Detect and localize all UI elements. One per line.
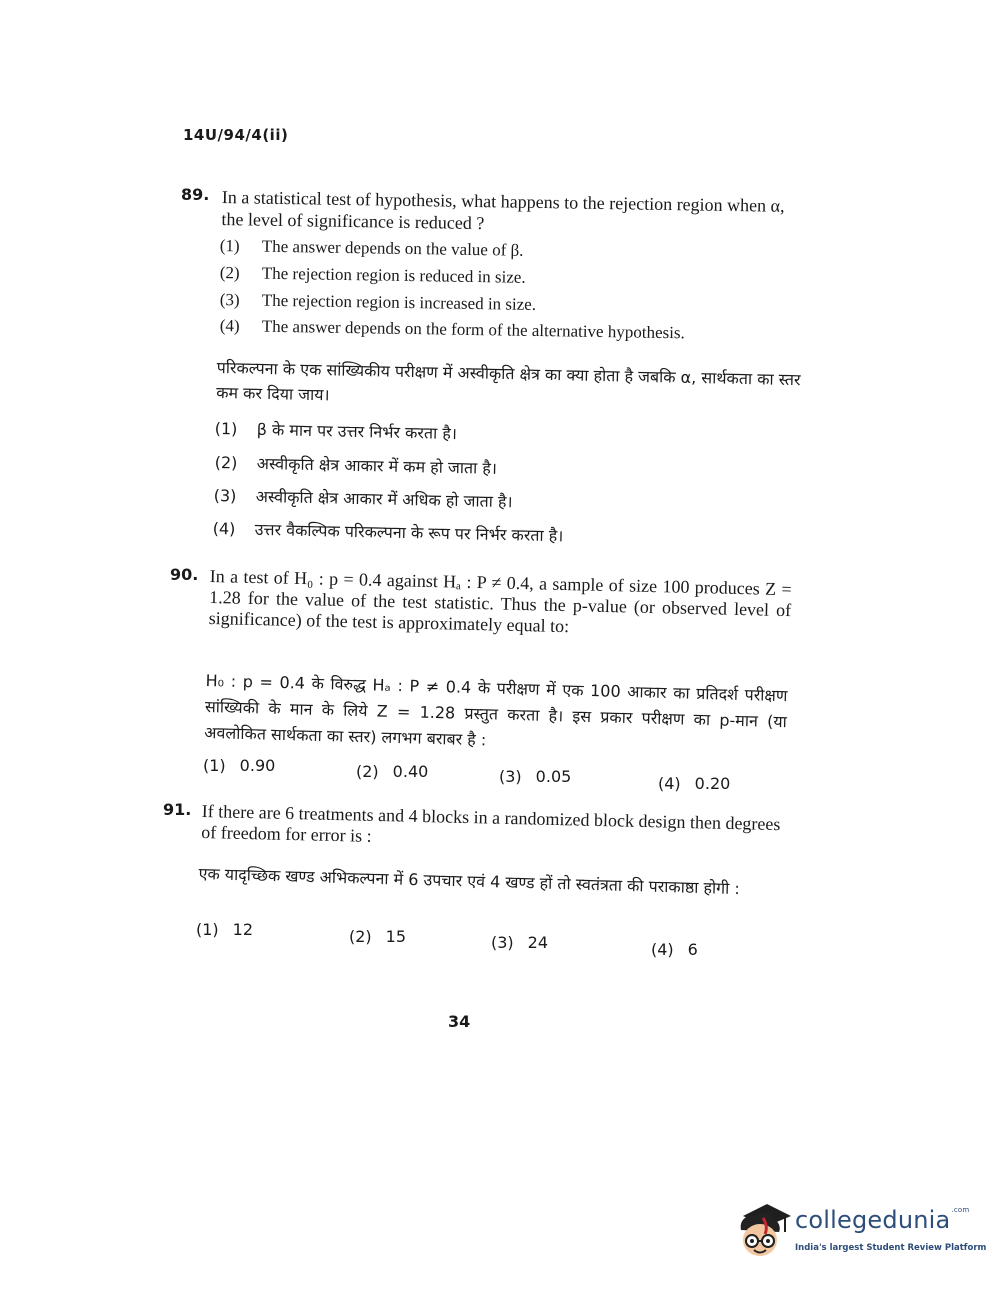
choice: [196, 920, 253, 939]
page-number: 34: [448, 1012, 471, 1031]
option-number: (4): [651, 940, 674, 959]
option-text: The rejection region is increased in size.: [261, 290, 537, 314]
option-number: (1): [203, 756, 226, 775]
option-number: (2): [214, 452, 238, 473]
option-number: (2): [349, 927, 372, 946]
option-text: 0.20: [694, 774, 731, 793]
option-text: 0.90: [239, 756, 276, 775]
brand-wordmark: collegedunia: [795, 1206, 951, 1234]
option-number: (4): [212, 518, 236, 539]
option-number: (2): [219, 263, 240, 283]
choice: [651, 940, 698, 959]
option-text: β के मान पर उत्तर निर्भर करता है।: [256, 419, 458, 444]
option-number: (1): [219, 236, 240, 256]
brand-name: [795, 1206, 969, 1234]
option-number: (2): [356, 762, 379, 781]
option-hi: [215, 417, 458, 444]
option-text: 6: [687, 940, 698, 959]
choice: [356, 762, 428, 781]
question-text-en: In a statistical test of hypothesis, what happens to the rejection region when α, the level of significance is reduced ?: [221, 186, 785, 234]
brand-tagline: India's largest Student Review Platform: [795, 1243, 987, 1253]
option-number: (3): [491, 933, 514, 952]
question-number: 90.: [170, 565, 199, 584]
option-text: अस्वीकृति क्षेत्र आकार में कम हो जाता है।: [256, 453, 498, 478]
option-en: [220, 316, 685, 343]
option-hi: [213, 517, 564, 546]
option-number: (4): [219, 316, 240, 336]
option-number: (1): [214, 418, 238, 439]
question-number: 91.: [163, 800, 192, 819]
question-number: 89.: [181, 185, 210, 204]
option-number: (1): [196, 920, 219, 939]
question-text-en: If there are 6 treatments and 4 blocks in a randomized block design then degrees of freedom for error is :: [201, 801, 781, 846]
option-en: [220, 290, 537, 315]
option-text: The answer depends on the form of the alternative hypothesis.: [261, 316, 685, 343]
option-number: (3): [219, 290, 240, 310]
option-text: 15: [385, 927, 407, 946]
option-text: The rejection region is reduced in size.: [261, 263, 526, 287]
option-text: The answer depends on the value of β.: [261, 236, 524, 260]
question-text-hi: एक यादृच्छिक खण्ड अभिकल्पना में 6 उपचार एवं 4 खण्ड हों तो स्वतंत्रता की पराकाष्ठा होगी :: [198, 863, 741, 899]
choice: [491, 933, 548, 952]
student-mascot-icon: [733, 1196, 793, 1268]
option-hi: [214, 484, 513, 512]
option-number: (4): [658, 774, 681, 793]
option-text: 24: [527, 933, 549, 952]
question-text-en: In a test of H₀ : p = 0.4 against Hₐ : P ≠ 0.4, a sample of size 100 produces Z = 1.28 for the value of the test statistic. Thus the p-value (or observed level of significance) of the test is approximately equal to:: [208, 566, 792, 637]
choice: [658, 774, 730, 793]
choice: [203, 756, 275, 775]
question-text-hi: परिकल्पना के एक सांख्यिकीय परीक्षण में अस्वीकृति क्षेत्र का क्या होता है जबकि α, सार्थकता का स्तर कम कर दिया जाय।: [216, 357, 801, 405]
option-text: 12: [232, 920, 254, 939]
option-text: अस्वीकृति क्षेत्र आकार में अधिक हो जाता है।: [255, 486, 513, 512]
option-text: 0.05: [535, 767, 572, 786]
collegedunia-logo: [733, 1196, 987, 1268]
option-en: [220, 236, 524, 261]
choice: [499, 767, 571, 786]
option-hi: [215, 451, 498, 479]
option-text: उत्तर वैकल्पिक परिकल्पना के रूप पर निर्भर करता है।: [254, 519, 564, 546]
paper-code: 14U/94/4(ii): [183, 126, 289, 144]
option-number: (3): [499, 767, 522, 786]
choice: [349, 927, 406, 946]
option-number: (3): [213, 485, 237, 506]
question-text-hi: H₀ : p = 0.4 के विरुद्ध Hₐ : P ≠ 0.4 के परीक्षण में एक 100 आकार का प्रतिदर्श परीक्षण सांख्यिकी के मान के लिये Z = 1.28 प्रस्तुत करता है। इस प्रकार परीक्षण का p-मान (या अवलोकित सार्थकता का स्तर) लगभग बराबर है :: [204, 670, 788, 750]
option-en: [220, 263, 526, 288]
brand-domain: .com: [951, 1206, 970, 1214]
option-text: 0.40: [392, 762, 429, 781]
